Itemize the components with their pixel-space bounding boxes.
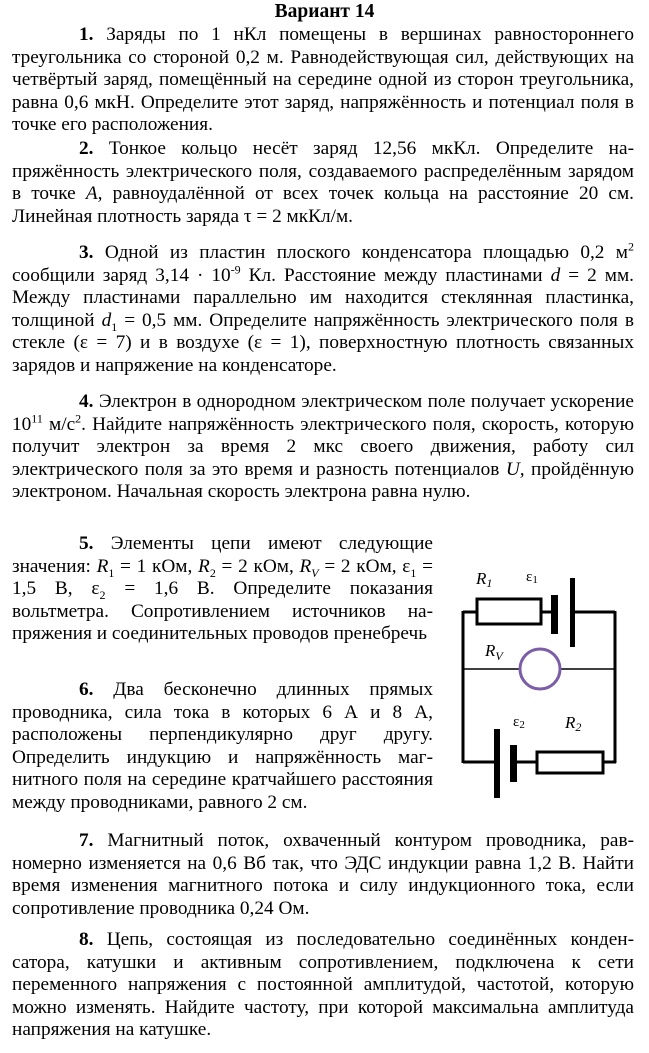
circuit-diagram — [440, 550, 649, 810]
problem-8 — [12, 929, 634, 1042]
problem-text: Тонкое кольцо несёт заряд 12,56 мкКл. Определите напряжённость электрического поля, создаваемого распределённым зарядом в точке — [12, 138, 634, 205]
problem-number: 6. — [79, 679, 94, 700]
label-rv: $R_V$ — [485, 641, 503, 663]
subscript: V — [311, 565, 319, 580]
problem-1 — [12, 24, 634, 137]
problem-text: Два бесконечно длинных прямых проводника, сила тока в которых 6 А и 8 А, расположены перпендикулярно друг другу. Определить индукцию и напряжённость магнитного поля на середине кратчайшего расстояния между проводниками, равного 2 см. — [12, 679, 433, 813]
subscript: 1 — [108, 565, 115, 580]
var-r1: R — [96, 555, 109, 577]
superscript: 2 — [75, 411, 82, 426]
problem-7 — [12, 830, 634, 920]
problem-text: = 0,5 мм. Определите напряжённость электрического поля в стекле (ε = 7) и в воздухе (ε = 1), поверхностную плотность связанных зарядов и напряжение на конденсаторе. — [12, 309, 634, 376]
problem-text: = 1 кОм, — [114, 555, 199, 577]
problem-text: пройдённую электроном. Начальная скорость электрона равна нулю. — [12, 458, 634, 503]
problem-text: = 2 мм. Между пластинами параллельно им находится стеклянная пластинка, толщиной — [12, 264, 634, 331]
problem-number: 2. — [79, 138, 94, 159]
label-e1: ε1 — [526, 569, 538, 586]
problem-4 — [12, 391, 634, 504]
battery-e2-short-plate — [510, 745, 517, 782]
problem-text: Одной из пластин плоского конденсатора площадью 0,2 м — [104, 242, 628, 263]
problem-number: 4. — [79, 391, 94, 412]
problem-number: 5. — [79, 533, 94, 554]
label-r1: R1 — [476, 569, 493, 590]
problem-text: = 2 кОм, — [215, 555, 300, 577]
problem-2 — [12, 138, 634, 228]
resistor-r2 — [537, 752, 603, 773]
problem-5 — [12, 533, 433, 646]
superscript: 11 — [31, 411, 43, 426]
var-r2: R — [198, 555, 210, 577]
problem-text: Заряды по 1 нКл помещены в вершинах равностороннего треугольника со стороной 0,2 м. Равнодействующая сил, действующих на четвёртый заряд, помещённый на середине одной из сторон треугольника, равна 0,6 мкН. Определите этот заряд, напряжённость и потенциал поля в точке его расположения. — [12, 24, 634, 136]
subscript: 2 — [209, 565, 216, 580]
subscript: 1 — [111, 319, 118, 334]
battery-e1-short-plate — [551, 595, 558, 634]
problem-text: Элементы цепи имеют следующие значения: — [12, 533, 433, 577]
problem-text: = 1,5 В, ε — [12, 555, 433, 600]
point-a-var: A, — [85, 183, 103, 205]
battery-e2-long-plate — [494, 729, 500, 798]
problem-text: = 2 кОм, ε — [318, 555, 411, 577]
problem-text: = 1,6 В. Определите показания вольтметра. Сопротивлением источников напряжения и соединительных проводов пренебречь — [12, 578, 433, 645]
var-u: U, — [505, 458, 525, 480]
subscript: 2 — [99, 588, 106, 603]
voltmeter-circle — [520, 649, 560, 689]
var-d: d — [550, 264, 561, 286]
label-e2: ε2 — [513, 714, 525, 731]
subscript: 1 — [410, 565, 417, 580]
problem-text: сообщили заряд 3,14 · 10 — [12, 264, 231, 286]
problem-3 — [12, 239, 634, 378]
problem-text: Кл. Расстояние между пластинами — [240, 264, 551, 286]
problem-number: 1. — [79, 24, 94, 45]
superscript: -9 — [230, 262, 241, 277]
problem-text: равноудалённой от всех точек кольца на расстояние 20 см. Линейная плотность заряда τ = 2 мкКл/м. — [12, 183, 634, 227]
superscript: 2 — [628, 239, 634, 254]
problem-number: 3. — [79, 242, 94, 263]
label-r2: R2 — [565, 713, 582, 734]
var-d1: d — [101, 309, 112, 331]
problem-text: Магнитный поток, охваченный контуром проводника, равномерно изменяется на 0,6 Вб так, что ЭДС индукции равна 1,2 В. Найти время изменения магнитного потока и силу индукционного тока, если сопротивление проводника 0,24 Ом. — [12, 830, 634, 919]
problem-number: 7. — [79, 830, 94, 851]
problem-text: Электрон в однородном электрическом поле получает ускорение 10 — [12, 391, 634, 435]
page-title: Вариант 14 — [274, 1, 375, 22]
problem-text: Цепь, состоящая из последовательно соединённых конденсатора, катушки и активным сопротивлением, подключена к сети переменного напряжения с постоянной амплитудой, частотой, которую можно изменять. Найдите частоту, при которой максимальна амплитуда напряжения на катушке. — [12, 929, 634, 1041]
problem-6 — [12, 679, 433, 815]
problem-text: . Найдите напряжённость электрического поля, скорость, которую получит электрон за время 2 мкс своего движения, работу сил электрического поля за это время и разность потенциалов — [12, 413, 635, 480]
problem-number: 8. — [79, 929, 94, 950]
battery-e1-long-plate — [570, 578, 575, 647]
problem-text: м/с — [42, 413, 76, 435]
resistor-r1 — [477, 599, 541, 624]
var-rv: R — [299, 555, 312, 577]
